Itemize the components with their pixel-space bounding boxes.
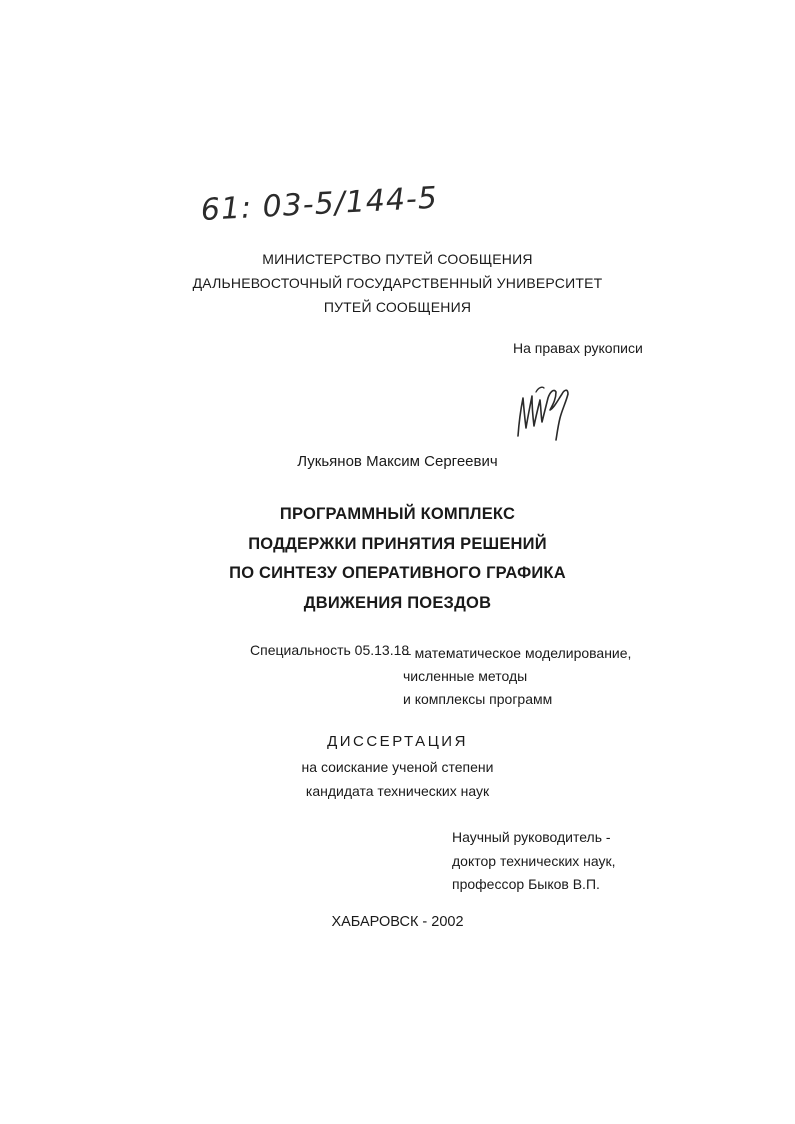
specialty-line: и комплексы программ <box>403 691 553 707</box>
city-year: ХАБАРОВСК - 2002 <box>331 914 464 930</box>
signature-icon <box>510 378 580 449</box>
specialty-line: численные методы <box>403 668 528 684</box>
thesis-title-line: ДВИЖЕНИЯ ПОЕЗДОВ <box>303 593 492 612</box>
ministry-header <box>0 247 795 319</box>
document-type: ДИССЕРТАЦИЯ <box>327 733 468 750</box>
specialty-description <box>403 642 631 711</box>
degree-line: на соискание ученой степени <box>301 759 494 775</box>
supervisor-line: доктор технических наук, <box>452 852 616 869</box>
degree-line: кандидата технических наук <box>305 783 490 799</box>
archive-code: 61: 03-5/144-5 <box>200 180 439 228</box>
supervisor-line: Научный руководитель - <box>452 829 611 845</box>
degree-statement <box>0 755 795 803</box>
thesis-title-line: ПО СИНТЕЗУ ОПЕРАТИВНОГО ГРАФИКА <box>229 564 566 582</box>
manuscript-note: На правах рукописи <box>513 340 643 356</box>
university-line-2: ПУТЕЙ СООБЩЕНИЯ <box>323 299 472 315</box>
specialty-line: – математическое моделирование, <box>403 645 632 661</box>
thesis-title-line: ПРОГРАММНЫЙ КОМПЛЕКС <box>279 505 516 523</box>
thesis-title-line: ПОДДЕРЖКИ ПРИНЯТИЯ РЕШЕНИЙ <box>248 534 547 553</box>
ministry-line: МИНИСТЕРСТВО ПУТЕЙ СООБЩЕНИЯ <box>262 251 533 267</box>
university-line: ДАЛЬНЕВОСТОЧНЫЙ ГОСУДАРСТВЕННЫЙ УНИВЕРСИТЕТ <box>192 275 603 291</box>
supervisor-block <box>452 826 616 897</box>
thesis-title <box>0 500 795 618</box>
author-name: Лукьянов Максим Сергеевич <box>297 453 498 470</box>
supervisor-line: профессор Быков В.П. <box>452 876 600 892</box>
specialty-label: Специальность 05.13.18 <box>250 642 410 658</box>
